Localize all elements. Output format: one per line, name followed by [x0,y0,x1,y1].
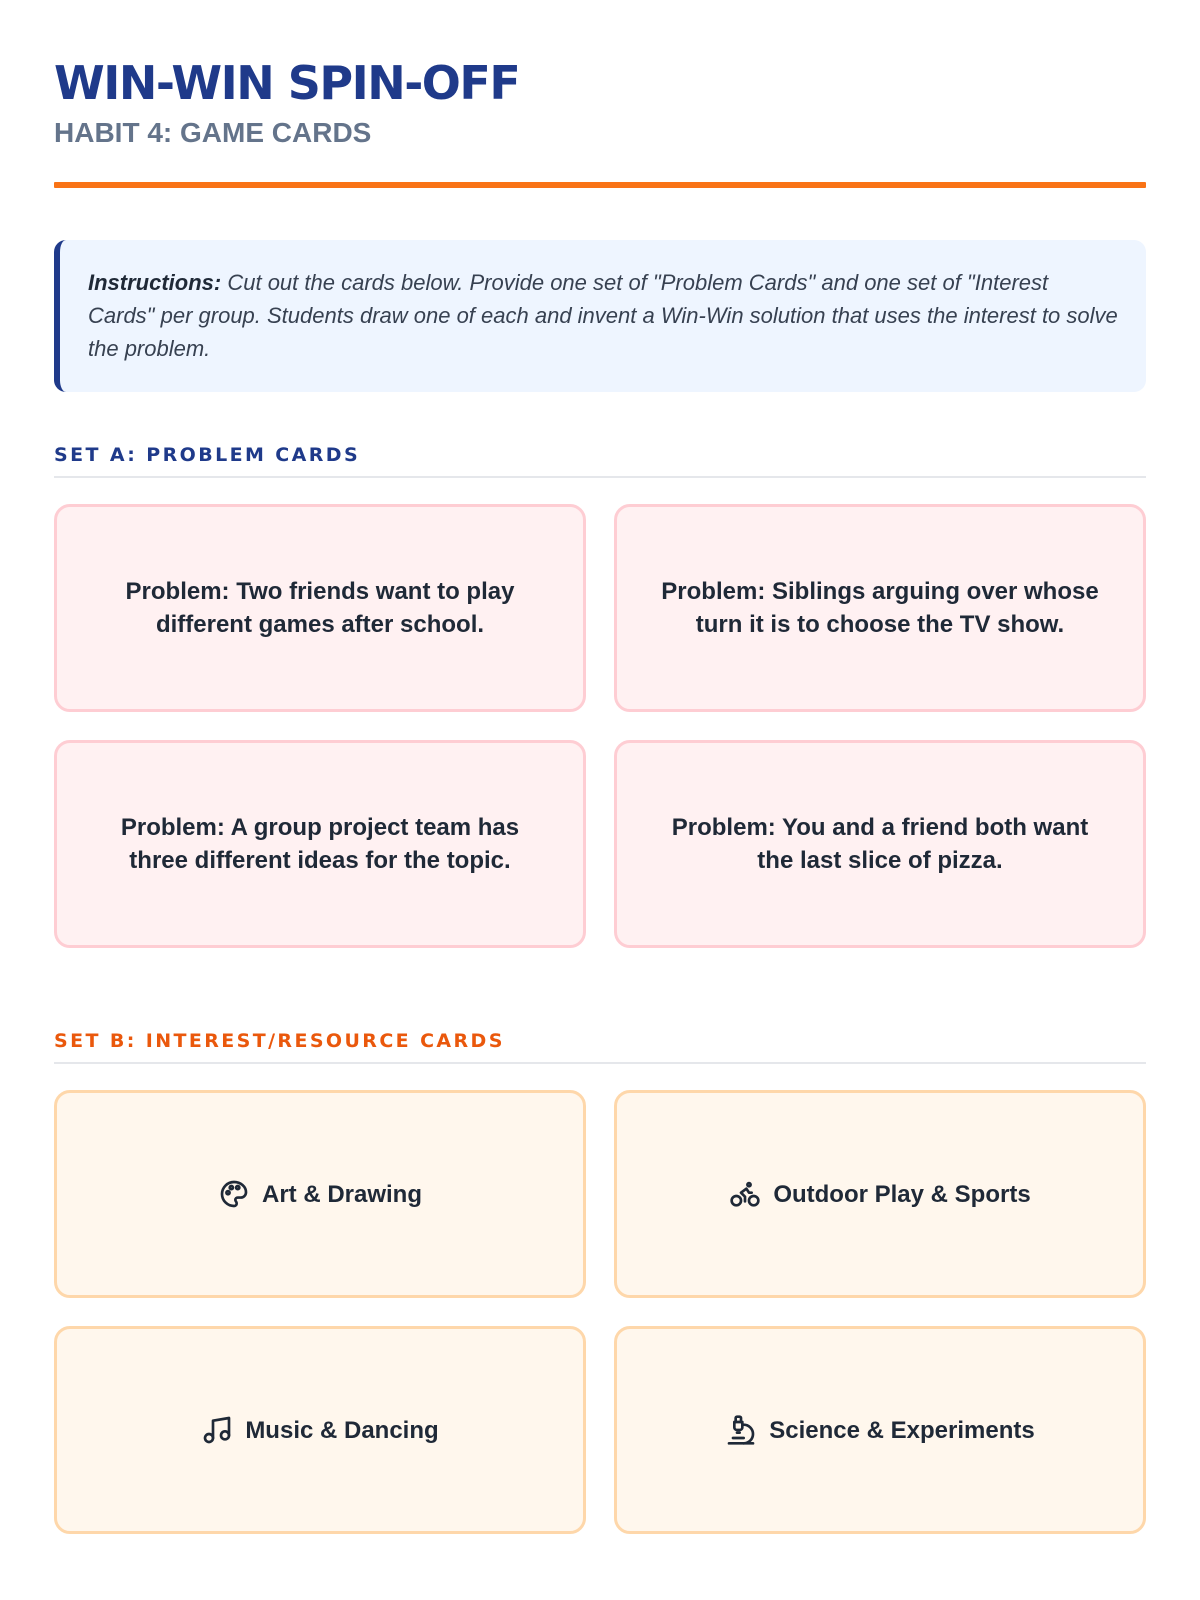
problem-card-grid [54,504,1146,948]
instructions-label: Instructions: [88,270,222,295]
header [54,0,1146,188]
problem-card-text: Problem: You and a friend both want the last slice of pizza. [671,814,1089,874]
interest-card-label: Art & Drawing [261,1180,422,1208]
header-divider [54,182,1146,188]
interest-card-label: Outdoor Play & Sports [773,1180,1031,1208]
interest-card-grid [54,1090,1146,1534]
interest-card [54,1090,586,1298]
microscope-icon [725,1414,757,1446]
set-a-heading: SET A: PROBLEM CARDS [54,444,1146,478]
interest-card [54,1326,586,1534]
music-note-icon [201,1414,233,1446]
instructions-box [54,240,1146,392]
palette-icon [218,1178,250,1210]
problem-card [614,740,1146,948]
page-subtitle: HABIT 4: GAME CARDS [54,117,372,148]
problem-card-text: Problem: Two friends want to play different games after school. [125,578,515,638]
interest-card-label: Music & Dancing [245,1416,439,1444]
instructions-text: Cut out the cards below. Provide one set of "Problem Cards" and one set of "Interest Cards" per group. Students draw one of each and invent a Win-Win solution that uses the interest to solve the problem. [88,270,1118,361]
set-b-heading: SET B: INTEREST/RESOURCE CARDS [54,1030,1146,1064]
problem-card [54,504,586,712]
bike-icon [729,1178,761,1210]
problem-card-text: Problem: A group project team has three different ideas for the topic. [120,814,520,874]
problem-card [614,504,1146,712]
page-title: WIN-WIN SPIN-OFF [54,56,520,110]
interest-card [614,1090,1146,1298]
interest-card-label: Science & Experiments [769,1416,1035,1444]
interest-card [614,1326,1146,1534]
problem-card [54,740,586,948]
problem-card-text: Problem: Siblings arguing over whose turn it is to choose the TV show. [661,578,1099,638]
